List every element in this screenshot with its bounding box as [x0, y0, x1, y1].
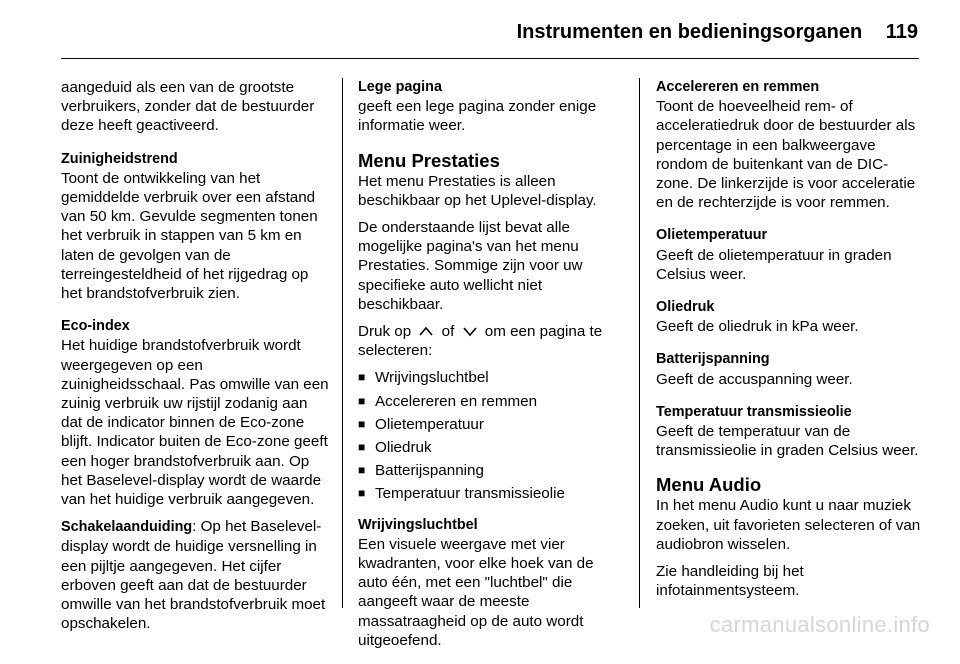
watermark: carmanualsonline.info [709, 612, 930, 637]
shift-text: : Op het Baselevel-display wordt de huidige versnelling in een pijltje aangegeven. Het cijfer erboven geeft aan dat de bestuurder omwille van het brandstofverbruik moet opschakelen. [61, 518, 326, 633]
oiltemp-text: Geeft de olietemperatuur in graden Celsius weer. [656, 246, 892, 283]
press-post: om een pagina te selecteren: [358, 323, 603, 360]
trans-text: Geeft de temperatuur van de transmissieolie in graden Celsius weer. [656, 423, 919, 460]
perf-page-list [358, 368, 626, 503]
blank-text: geeft een lege pagina zonder enige informatie weer. [358, 98, 597, 135]
eco-text: Het huidige brandstofverbruik wordt weergegeven op een zuinigheidsschaal. Pas omwille van een zuinig verbruik uw rijstijl zodanig aan dat de indicator binnen de Eco-zone blijft. Indicator buiten de Eco-zone geeft een hoger brandstofverbruik aan. Op het Baselevel-display wordt de waarde van het huidige verbruik aangegeven. [61, 337, 329, 509]
column-2 [358, 78, 626, 664]
trend-text: Toont de ontwikkeling van het gemiddelde verbruik over een afstand van 50 km. Gevulde segmenten tonen het verbruik in stappen van 5 km en laten de gevolgen van de terreingesteldheid of het rijgedrag op het brandstofverbruik zien. [61, 169, 318, 303]
header-rule [61, 58, 919, 59]
battery-heading: Batterijspanning [656, 351, 770, 368]
press-instruction [358, 322, 626, 360]
perf-text-1: Het menu Prestaties is alleen beschikbaar op het Uplevel-display. [358, 172, 597, 209]
page-number: 119 [885, 21, 918, 43]
list-item: ■ Olietemperatuur [358, 415, 484, 433]
chevron-down-icon [459, 325, 481, 337]
audio-heading: Menu Audio [656, 474, 762, 496]
trend-heading: Zuinigheidstrend [61, 150, 178, 167]
oilpress-text: Geeft de oliedruk in kPa weer. [656, 318, 859, 336]
bullet-icon: ■ [358, 440, 366, 455]
bullet-icon: ■ [358, 370, 366, 385]
chevron-up-icon [415, 325, 437, 337]
list-item: ■ Wrijvingsluchtbel [358, 369, 489, 387]
column-1 [61, 78, 329, 647]
bubble-heading: Wrijvingsluchtbel [358, 516, 478, 533]
column-3 [656, 78, 924, 608]
list-item: ■ Accelereren en remmen [358, 392, 538, 410]
intro-text: aangeduid als een van de grootste verbruikers, zonder dat de bestuurder deze heeft geactiveerd. [61, 79, 315, 135]
blank-heading: Lege pagina [358, 79, 442, 95]
battery-text: Geeft de accuspanning weer. [656, 370, 853, 388]
bullet-icon: ■ [358, 416, 366, 431]
press-pre: Druk op [358, 323, 412, 341]
list-item: ■ Batterijspanning [358, 462, 484, 480]
list-item: ■ Oliedruk [358, 439, 432, 457]
oilpress-heading: Oliedruk [656, 299, 715, 316]
bullet-icon: ■ [358, 463, 366, 478]
press-mid: of [441, 323, 455, 341]
bubble-text: Een visuele weergave met vier kwadranten, voor elke hoek van de auto één, met een "luchtbel" die aangeeft waar de meeste massatraagheid op de auto wordt uitgeoefend. [358, 535, 594, 649]
page-title: Instrumenten en bedieningsorganen [516, 21, 863, 43]
column-divider-2 [639, 78, 640, 608]
perf-text-2: De onderstaande lijst bevat alle mogelijke pagina's van het menu Prestaties. Sommige zijn voor uw specifieke auto wellicht niet beschikbaar. [358, 219, 583, 313]
page-header [0, 14, 918, 50]
audio-text-1: In het menu Audio kunt u naar muziek zoeken, uit favorieten selecteren of van audiobron wisselen. [656, 497, 921, 553]
shift-label: Schakelaanduiding [61, 519, 193, 536]
bullet-icon: ■ [358, 486, 366, 501]
audio-text-2: Zie handleiding bij het infotainmentsysteem. [656, 563, 804, 600]
list-item: ■ Temperatuur transmissieolie [358, 485, 565, 503]
column-divider-1 [342, 78, 343, 608]
trans-heading: Temperatuur transmissieolie [656, 403, 852, 420]
accel-text: Toont de hoeveelheid rem- of acceleratiedruk door de bestuurder als percentage in een balkweergave rondom de buitenkant van de DIC-zone. De linkerzijde is voor acceleratie en de rechterzijde is voor remmen. [656, 98, 916, 212]
eco-heading: Eco-index [61, 318, 130, 335]
perf-heading: Menu Prestaties [358, 149, 500, 171]
accel-heading: Accelereren en remmen [656, 79, 820, 95]
bullet-icon: ■ [358, 393, 366, 408]
oiltemp-heading: Olietemperatuur [656, 227, 768, 244]
